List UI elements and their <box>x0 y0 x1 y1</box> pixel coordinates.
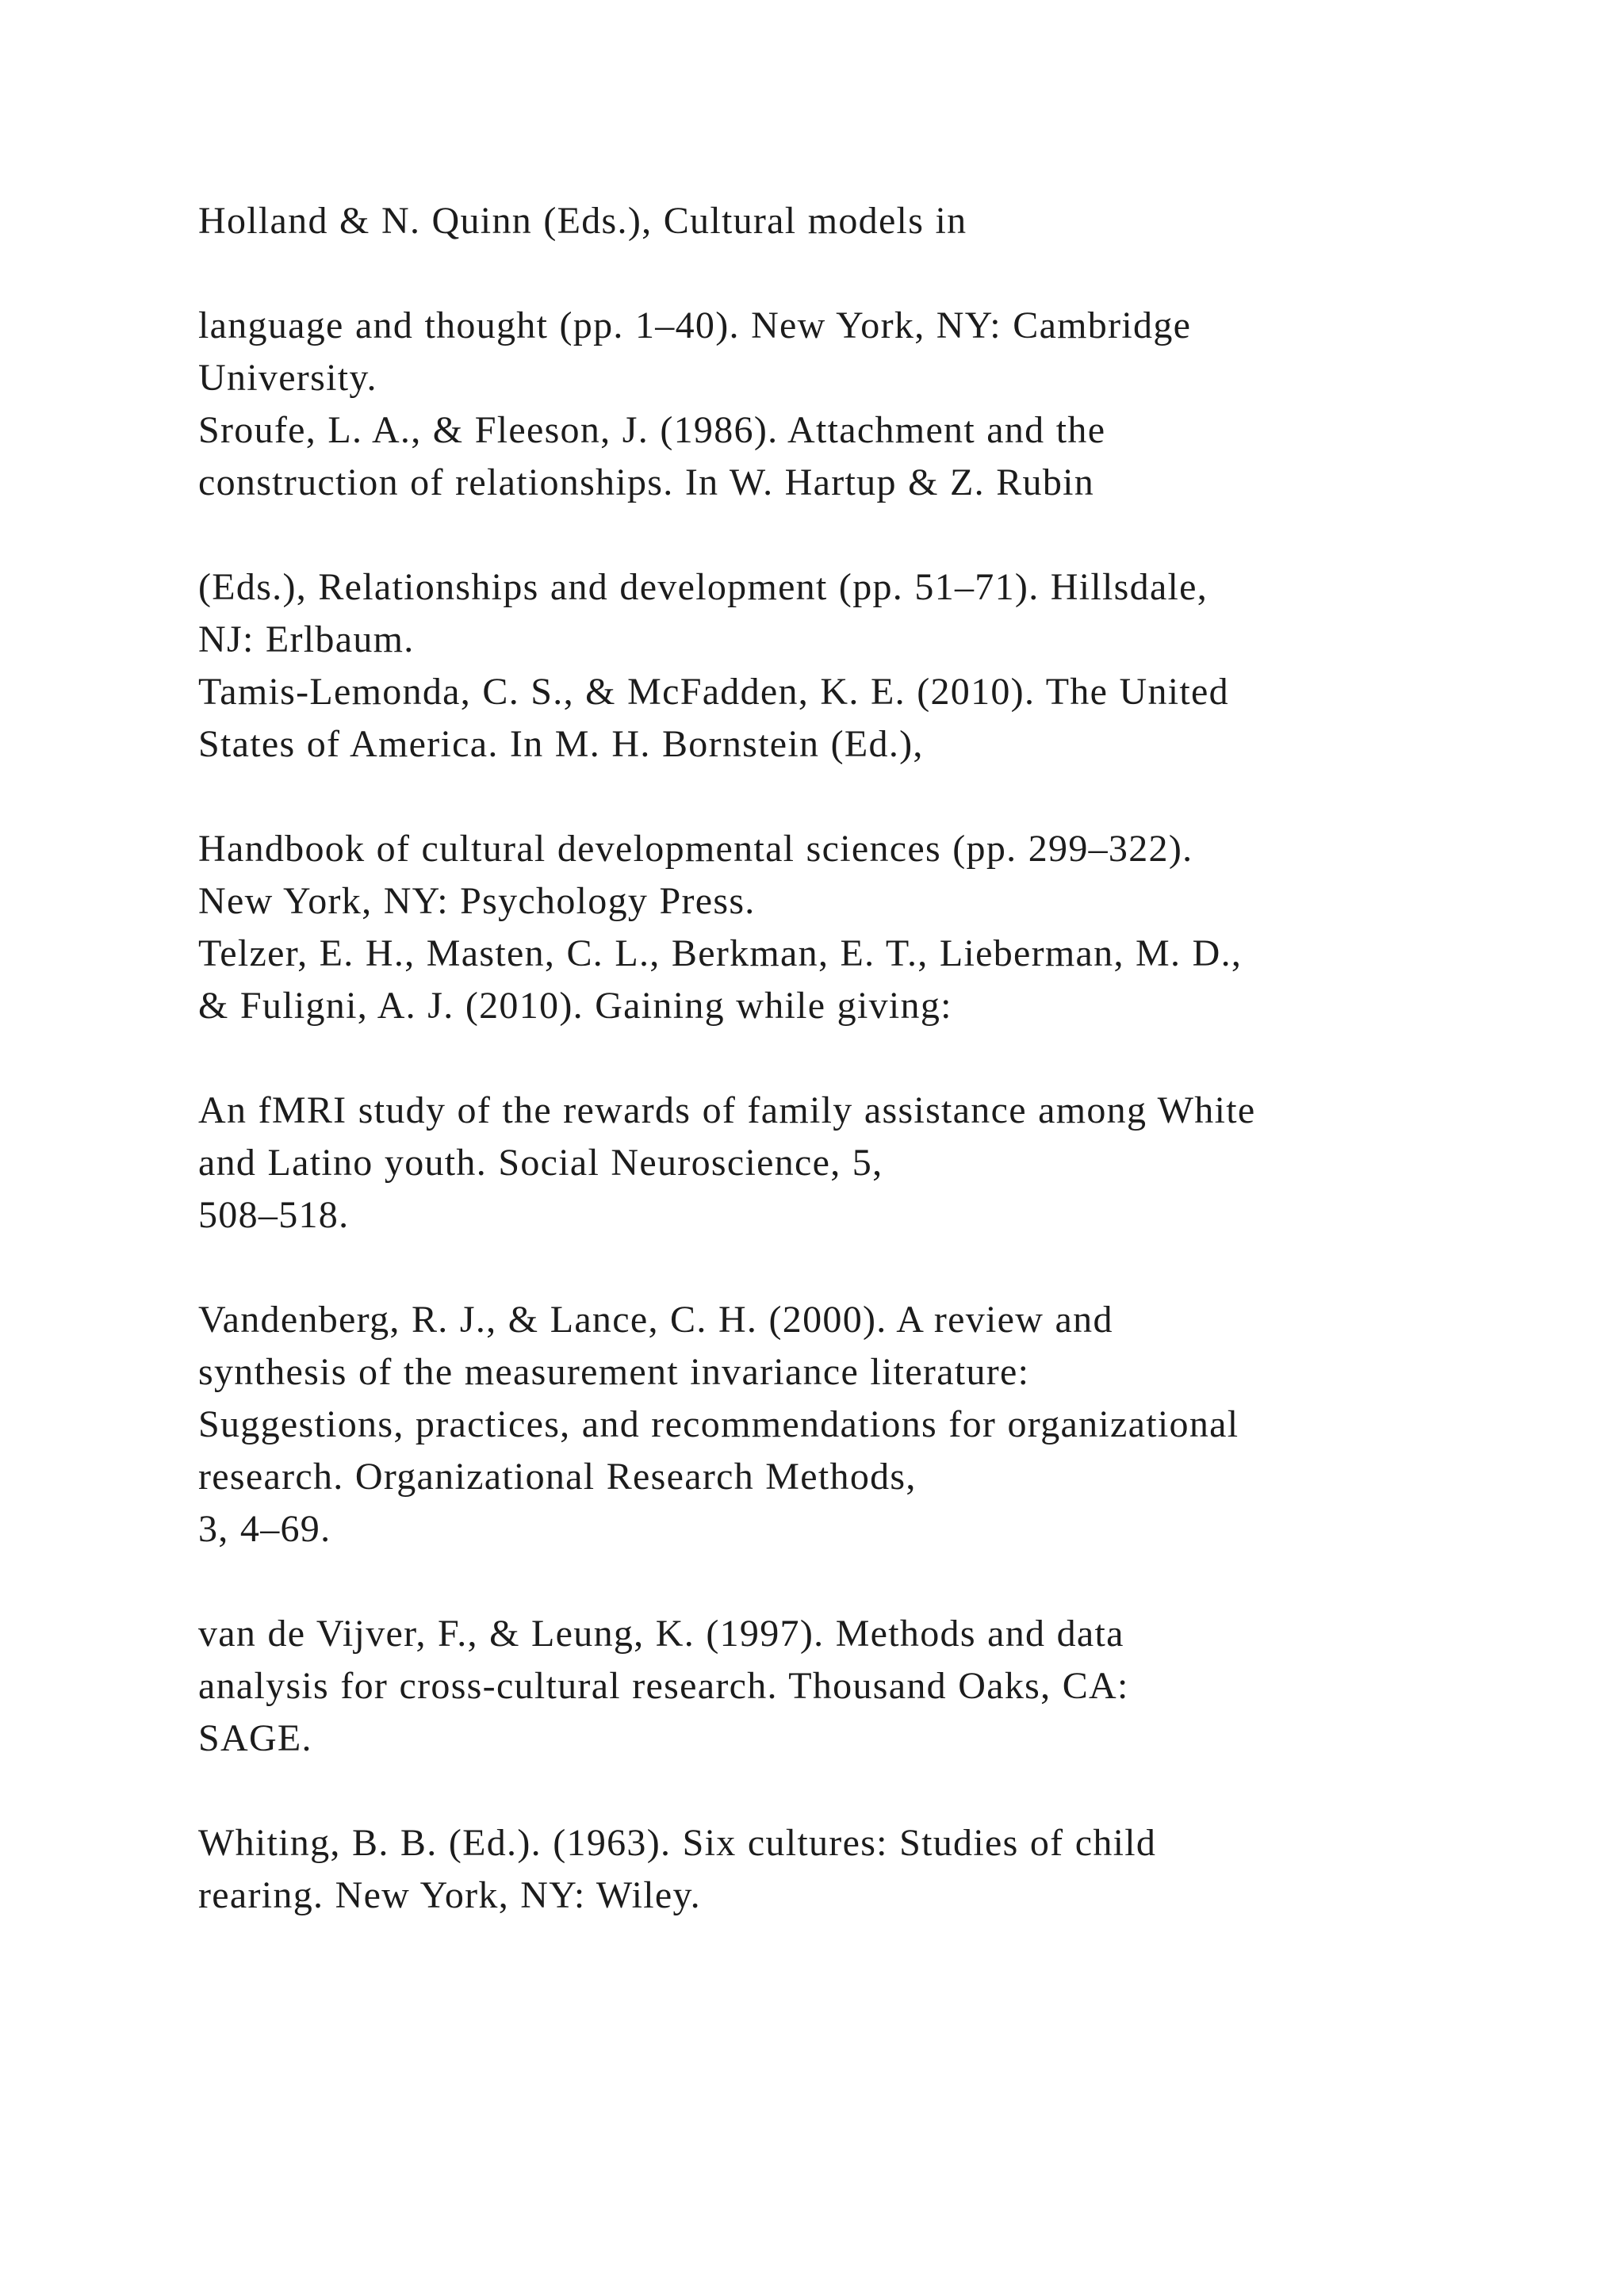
reference-text-line: research. Organizational Research Methods, <box>198 1456 917 1498</box>
reference-text-line: An fMRI study of the rewards of family assistance among White <box>198 1089 1256 1131</box>
blank-line <box>198 1032 1546 1085</box>
reference-text-line: Whiting, B. B. (Ed.). (1963). Six cultures: Studies of child <box>198 1822 1157 1864</box>
blank-line <box>198 1242 1546 1294</box>
blank-line <box>198 1765 1546 1817</box>
reference-text-line: (Eds.), Relationships and development (pp. 51–71). Hillsdale, <box>198 566 1208 608</box>
reference-text-line: language and thought (pp. 1–40). New York, NY: Cambridge <box>198 304 1192 346</box>
reference-list <box>198 195 1546 1922</box>
blank-line <box>198 771 1546 823</box>
reference-text-line: synthesis of the measurement invariance literature: <box>198 1351 1030 1393</box>
reference-text-line: rearing. New York, NY: Wiley. <box>198 1874 701 1916</box>
reference-text-line: Holland & N. Quinn (Eds.), Cultural models in <box>198 200 967 242</box>
blank-line <box>198 509 1546 561</box>
reference-text-line: van de Vijver, F., & Leung, K. (1997). Methods and data <box>198 1613 1124 1655</box>
reference-text-line: University. <box>198 357 377 399</box>
reference-text-line: Vandenberg, R. J., & Lance, C. H. (2000). A review and <box>198 1299 1113 1341</box>
reference-text-line: SAGE. <box>198 1717 312 1759</box>
reference-text-line: Handbook of cultural developmental sciences (pp. 299–322). <box>198 828 1193 870</box>
reference-text-line: & Fuligni, A. J. (2010). Gaining while giving: <box>198 985 952 1027</box>
reference-text-line: Tamis-Lemonda, C. S., & McFadden, K. E. (2010). The United <box>198 671 1229 713</box>
reference-text-line: New York, NY: Psychology Press. <box>198 880 756 922</box>
reference-text-line: 508–518. <box>198 1194 350 1236</box>
reference-text-line: NJ: Erlbaum. <box>198 618 415 660</box>
reference-text-line: Sroufe, L. A., & Fleeson, J. (1986). Attachment and the <box>198 409 1106 451</box>
reference-text-line: States of America. In M. H. Bornstein (Ed.), <box>198 723 924 765</box>
reference-text-line: 3, 4–69. <box>198 1508 331 1550</box>
reference-text-line: Telzer, E. H., Masten, C. L., Berkman, E. T., Lieberman, M. D., <box>198 932 1243 974</box>
blank-line <box>198 247 1546 300</box>
reference-text-line: and Latino youth. Social Neuroscience, 5, <box>198 1142 883 1184</box>
reference-text-line: analysis for cross-cultural research. Thousand Oaks, CA: <box>198 1665 1129 1707</box>
reference-text-line: construction of relationships. In W. Hartup & Z. Rubin <box>198 461 1095 503</box>
blank-line <box>198 1556 1546 1608</box>
reference-text-line: Suggestions, practices, and recommendations for organizational <box>198 1403 1239 1445</box>
